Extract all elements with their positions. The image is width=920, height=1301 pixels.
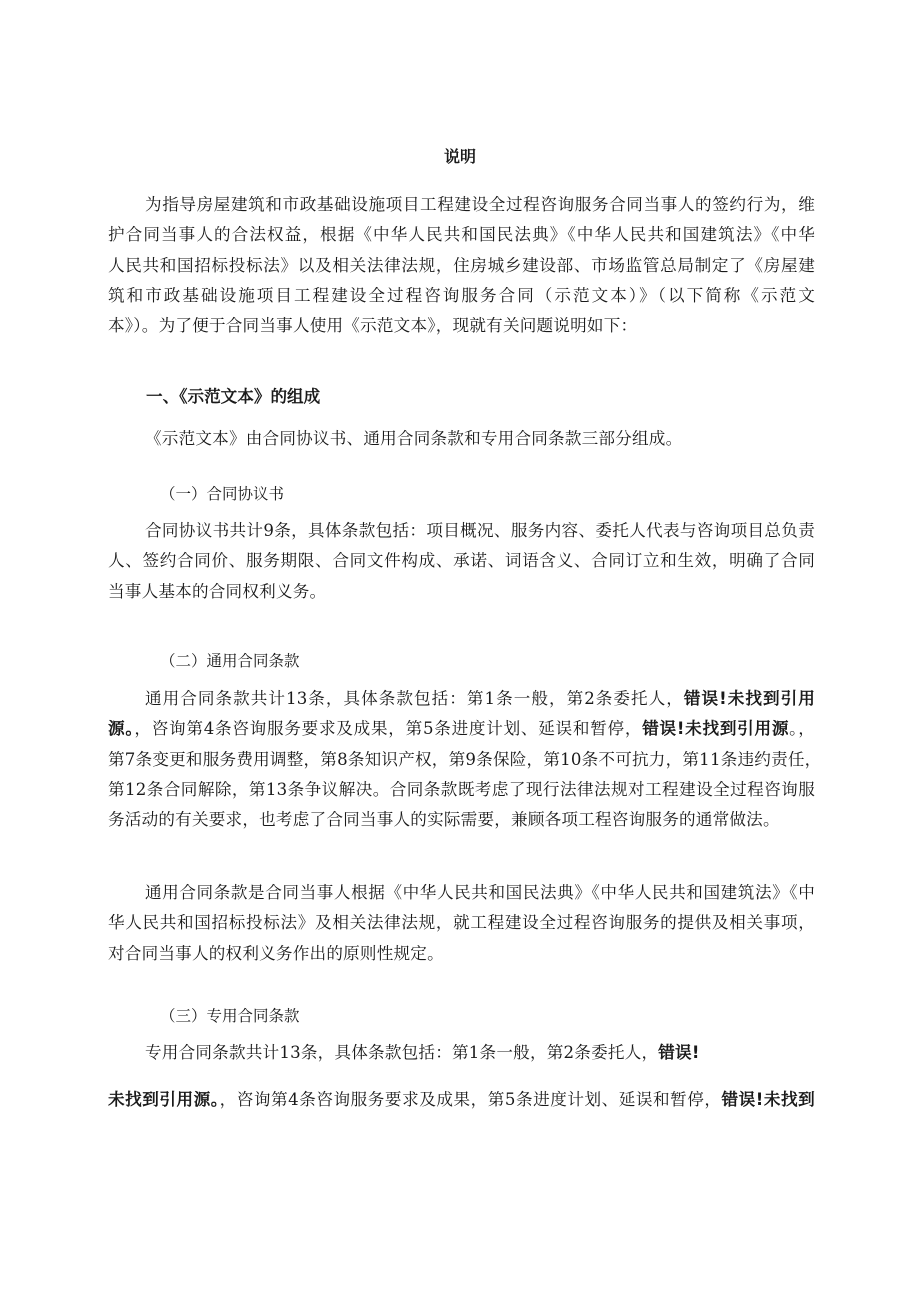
intro-line: 护合同当事人的合法权益，根据《中华人民共和国民法典》《中华人民共和国建筑法》《中华: [108, 225, 815, 245]
intro-line: 本》）。为了便于合同当事人使用《示范文本》，现就有关问题说明如下：: [108, 316, 638, 336]
error-reference: 错误!未找到: [721, 1090, 815, 1109]
agreement-line: 人、签约合同价、服务期限、合同文件构成、承诺、词语含义、合同订立和生效，明确了合同: [108, 551, 815, 571]
special-terms-paragraph-cont: [108, 1085, 815, 1115]
general-terms-line: 务活动的有关要求，也考虑了合同当事人的实际需要，兼顾各项工程咨询服务的通常做法。: [108, 810, 780, 830]
text-run: 专用合同条款共计13条，具体条款包括：第1条一般，第2条委托人，: [145, 1043, 659, 1062]
general-terms-line: [108, 684, 815, 714]
error-reference: 错误!未找到引用: [683, 689, 815, 708]
agreement-line: 当事人基本的合同权利义务。: [108, 581, 327, 601]
intro-paragraph: [108, 190, 815, 341]
special-terms-paragraph: [108, 1038, 815, 1068]
error-reference: 错误!: [658, 1043, 700, 1062]
general-terms-paragraph-1: [108, 684, 822, 835]
error-reference: 源。: [108, 719, 135, 739]
page-title: 说明: [443, 147, 476, 166]
error-reference: 未找到引用源。: [108, 1090, 220, 1109]
error-reference: 错误!未找到引用源: [642, 719, 790, 739]
text-run: ，咨询第4条咨询服务要求及成果，第5条进度计划、延误和暂停，: [134, 719, 643, 739]
general-terms-line: 华人民共和国招标投标法》及相关法律法规，就工程建设全过程咨询服务的提供及相关事项，: [108, 913, 815, 933]
general-terms-line: 第7条变更和服务费用调整，第8条知识产权，第9条保险，第10条不可抗力，第11条违约责任，: [108, 749, 822, 769]
general-terms-line: 对合同当事人的权利义务作出的原则性规定。: [108, 943, 444, 963]
special-terms-line: [108, 1038, 815, 1068]
intro-line: 筑和市政基础设施项目工程建设全过程咨询服务合同（示范文本）》（以下简称《示范文: [108, 285, 815, 305]
subheading-special-terms: （三）专用合同条款: [160, 1007, 300, 1025]
text-run: 。，: [789, 719, 815, 739]
intro-line: 人民共和国招标投标法》以及相关法律法规，住房城乡建设部、市场监管总局制定了《房屋建: [108, 255, 815, 275]
general-terms-paragraph-2: [108, 878, 815, 969]
composition-line: 《示范文本》由合同协议书、通用合同条款和专用合同条款三部分组成。: [145, 429, 683, 448]
intro-line: 为指导房屋建筑和市政基础设施项目工程建设全过程咨询服务合同当事人的签约行为，维: [145, 195, 815, 214]
special-terms-line: [108, 1085, 815, 1115]
composition-paragraph: [108, 424, 815, 454]
agreement-line: 合同协议书共计9条，具体条款包括：项目概况、服务内容、委托人代表与咨询项目总负责: [145, 521, 815, 540]
subheading-general-terms: （二）通用合同条款: [160, 652, 300, 670]
general-terms-line: 通用合同条款是合同当事人根据《中华人民共和国民法典》《中华人民共和国建筑法》《中: [145, 883, 815, 902]
text-run: 通用合同条款共计13条，具体条款包括：第1条一般，第2条委托人，: [145, 689, 684, 708]
section-heading-composition: 一、《示范文本》的组成: [146, 387, 321, 406]
subheading-agreement: （一）合同协议书: [160, 485, 285, 503]
text-run: ，咨询第4条咨询服务要求及成果，第5条进度计划、延误和暂停，: [219, 1090, 722, 1109]
general-terms-line: [108, 714, 815, 744]
agreement-paragraph: [108, 516, 815, 607]
general-terms-line: 第12条合同解除，第13条争议解决。合同条款既考虑了现行法律法规对工程建设全过程咨询服: [108, 779, 815, 799]
